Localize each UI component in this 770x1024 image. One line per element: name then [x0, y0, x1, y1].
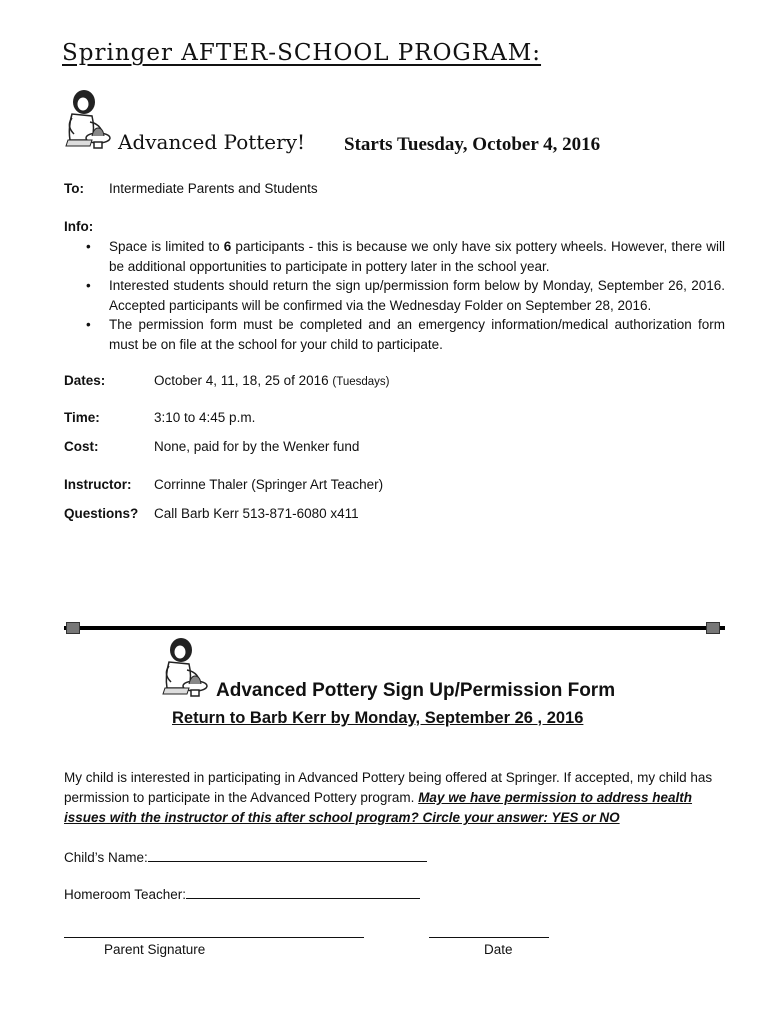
instructor-label: Instructor: — [64, 477, 132, 492]
instructor-value: Corrinne Thaler (Springer Art Teacher) — [154, 477, 384, 492]
parent-signature-label: Parent Signature — [104, 942, 206, 957]
info-item: • The permission form must be completed and an emergency information/medical authorization form must be on file at the school for your child to participate. — [86, 317, 725, 352]
info-item: • Interested students should return the sign up/permission form below by Monday, September 26, 2016. Accepted participants will be confirmed via the Wednesday Folder on September 28, 2016. — [86, 278, 725, 313]
homeroom-teacher-field[interactable]: Homeroom Teacher: — [64, 885, 420, 902]
to-value: Intermediate Parents and Students — [109, 181, 318, 196]
time-value: 3:10 to 4:45 p.m. — [154, 410, 256, 425]
info-label: Info: — [64, 219, 94, 234]
form-return-instructions: Return to Barb Kerr by Monday, September 26 , 2016 — [172, 709, 584, 727]
child-name-blank[interactable] — [148, 848, 427, 862]
form-title: Advanced Pottery Sign Up/Permission Form — [216, 680, 616, 701]
divider-end-cap — [66, 622, 80, 634]
start-date-heading: Starts Tuesday, October 4, 2016 — [344, 134, 601, 155]
questions-value: Call Barb Kerr 513-871-6080 x411 — [154, 506, 359, 521]
time-label: Time: — [64, 410, 100, 425]
info-list — [64, 237, 725, 354]
page-title: Springer AFTER-SCHOOL PROGRAM: — [62, 40, 542, 66]
child-name-field[interactable]: Child’s Name: — [64, 848, 427, 865]
potter-at-wheel-clipart-icon — [159, 636, 209, 700]
date-label: Date — [484, 942, 513, 957]
homeroom-teacher-blank[interactable] — [186, 885, 420, 899]
to-label: To: — [64, 181, 84, 196]
parent-signature-line[interactable] — [64, 937, 364, 938]
cost-value: None, paid for by the Wenker fund — [154, 439, 360, 454]
questions-label: Questions? — [64, 506, 139, 521]
date-line[interactable] — [429, 937, 549, 938]
info-item: • Space is limited to 6 participants - this is because we only have six pottery wheels. However, there will be additional opportunities to participate in pottery later in the school year. — [86, 239, 725, 274]
section-divider — [64, 626, 725, 630]
dates-value: October 4, 11, 18, 25 of 2016 (Tuesdays) — [154, 373, 390, 388]
potter-at-wheel-clipart-icon — [62, 88, 112, 152]
cost-label: Cost: — [64, 439, 99, 454]
permission-paragraph: My child is interested in participating in Advanced Pottery being offered at Springer. If accepted, my child has permission to participate in the Advanced Pottery program. May we have permission to address health issues with the instructor of this after school program? Circle your answer: YES or NO — [64, 770, 713, 825]
divider-end-cap — [706, 622, 720, 634]
dates-label: Dates: — [64, 373, 106, 388]
program-subtitle: Advanced Pottery! — [118, 130, 306, 154]
health-permission-question[interactable]: May we have permission to address health issues with the instructor of this after school program? Circle your answer: YES or NO — [64, 790, 693, 825]
